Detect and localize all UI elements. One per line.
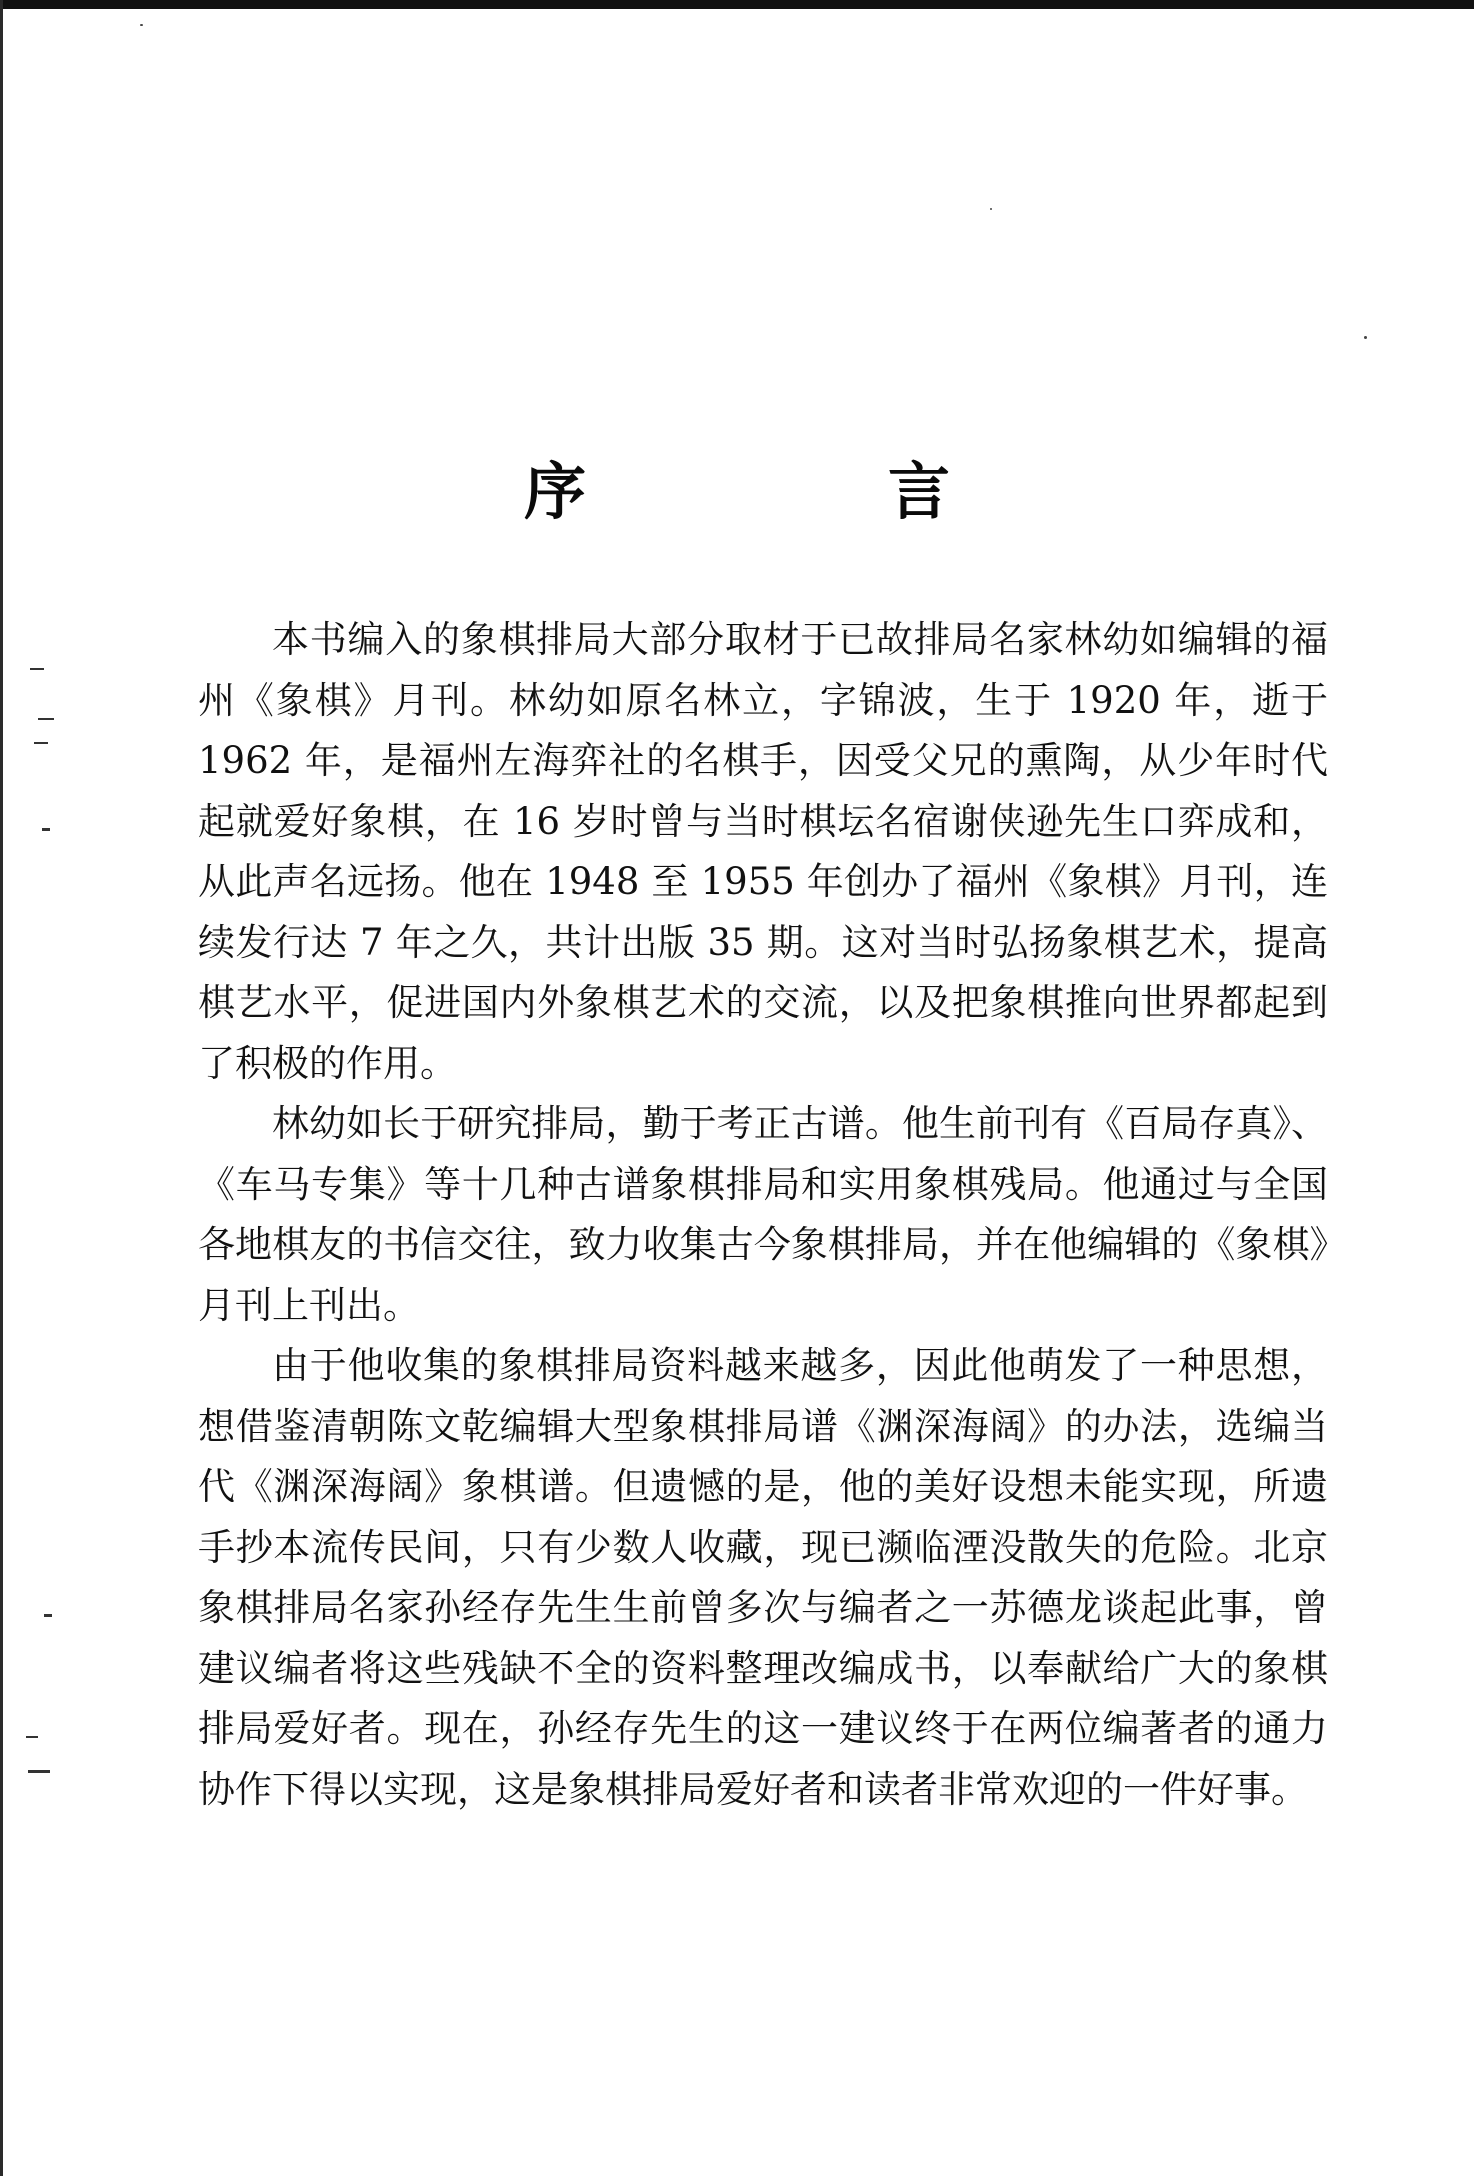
- scan-speck: [1364, 336, 1367, 339]
- margin-mark: [38, 718, 54, 720]
- body-text: [198, 610, 1328, 1820]
- paragraph: 由于他收集的象棋排局资料越来越多，因此他萌发了一种思想，想借鉴清朝陈文乾编辑大型象棋排局谱《渊深海阔》的办法，选编当代《渊深海阔》象棋谱。但遗憾的是，他的美好设想未能实现，所遗手抄本流传民间，只有少数人收藏，现已濒临湮没散失的危险。北京象棋排局名家孙经存先生生前曾多次与编者之一苏德龙谈起此事，曾建议编者将这些残缺不全的资料整理改编成书，以奉献给广大的象棋排局爱好者。现在，孙经存先生的这一建议终于在两位编著者的通力协作下得以实现，这是象棋排局爱好者和读者非常欢迎的一件好事。: [198, 1344, 1328, 1811]
- paragraph: 本书编入的象棋排局大部分取材于已故排局名家林幼如编辑的福州《象棋》月刊。林幼如原名林立，字锦波，生于 1920 年，逝于 1962 年，是福州左海弈社的名棋手，因受父兄的熏陶，从少年时代起就爱好象棋，在 16 岁时曾与当时棋坛名宿谢侠逊先生口弈成和，从此声名远扬。他在 1948 至 1955 年创办了福州《象棋》月刊，连续发行达 7 年之久，共计出版 35 期。这对当时弘扬象棋艺术，提高棋艺水平，促进国内外象棋艺术的交流，以及把象棋推向世界都起到了积极的作用。: [198, 618, 1328, 1085]
- margin-mark: [34, 742, 48, 744]
- paragraph: 林幼如长于研究排局，勤于考正古谱。他生前刊有《百局存真》、《车马专集》等十几种古谱象棋排局和实用象棋残局。他通过与全国各地棋友的书信交往，致力收集古今象棋排局，并在他编辑的《象棋》月刊上刊出。: [198, 1102, 1328, 1327]
- page-title: 序 言: [523, 455, 1070, 528]
- scan-speck: [140, 24, 143, 26]
- margin-mark: [44, 1614, 52, 1617]
- margin-mark: [42, 828, 50, 831]
- scan-speck: [990, 208, 992, 210]
- margin-mark: [26, 1736, 38, 1738]
- left-page-edge: [0, 0, 3, 2176]
- margin-mark: [28, 1770, 50, 1773]
- top-border-rule: [0, 0, 1474, 9]
- margin-mark: [30, 668, 44, 670]
